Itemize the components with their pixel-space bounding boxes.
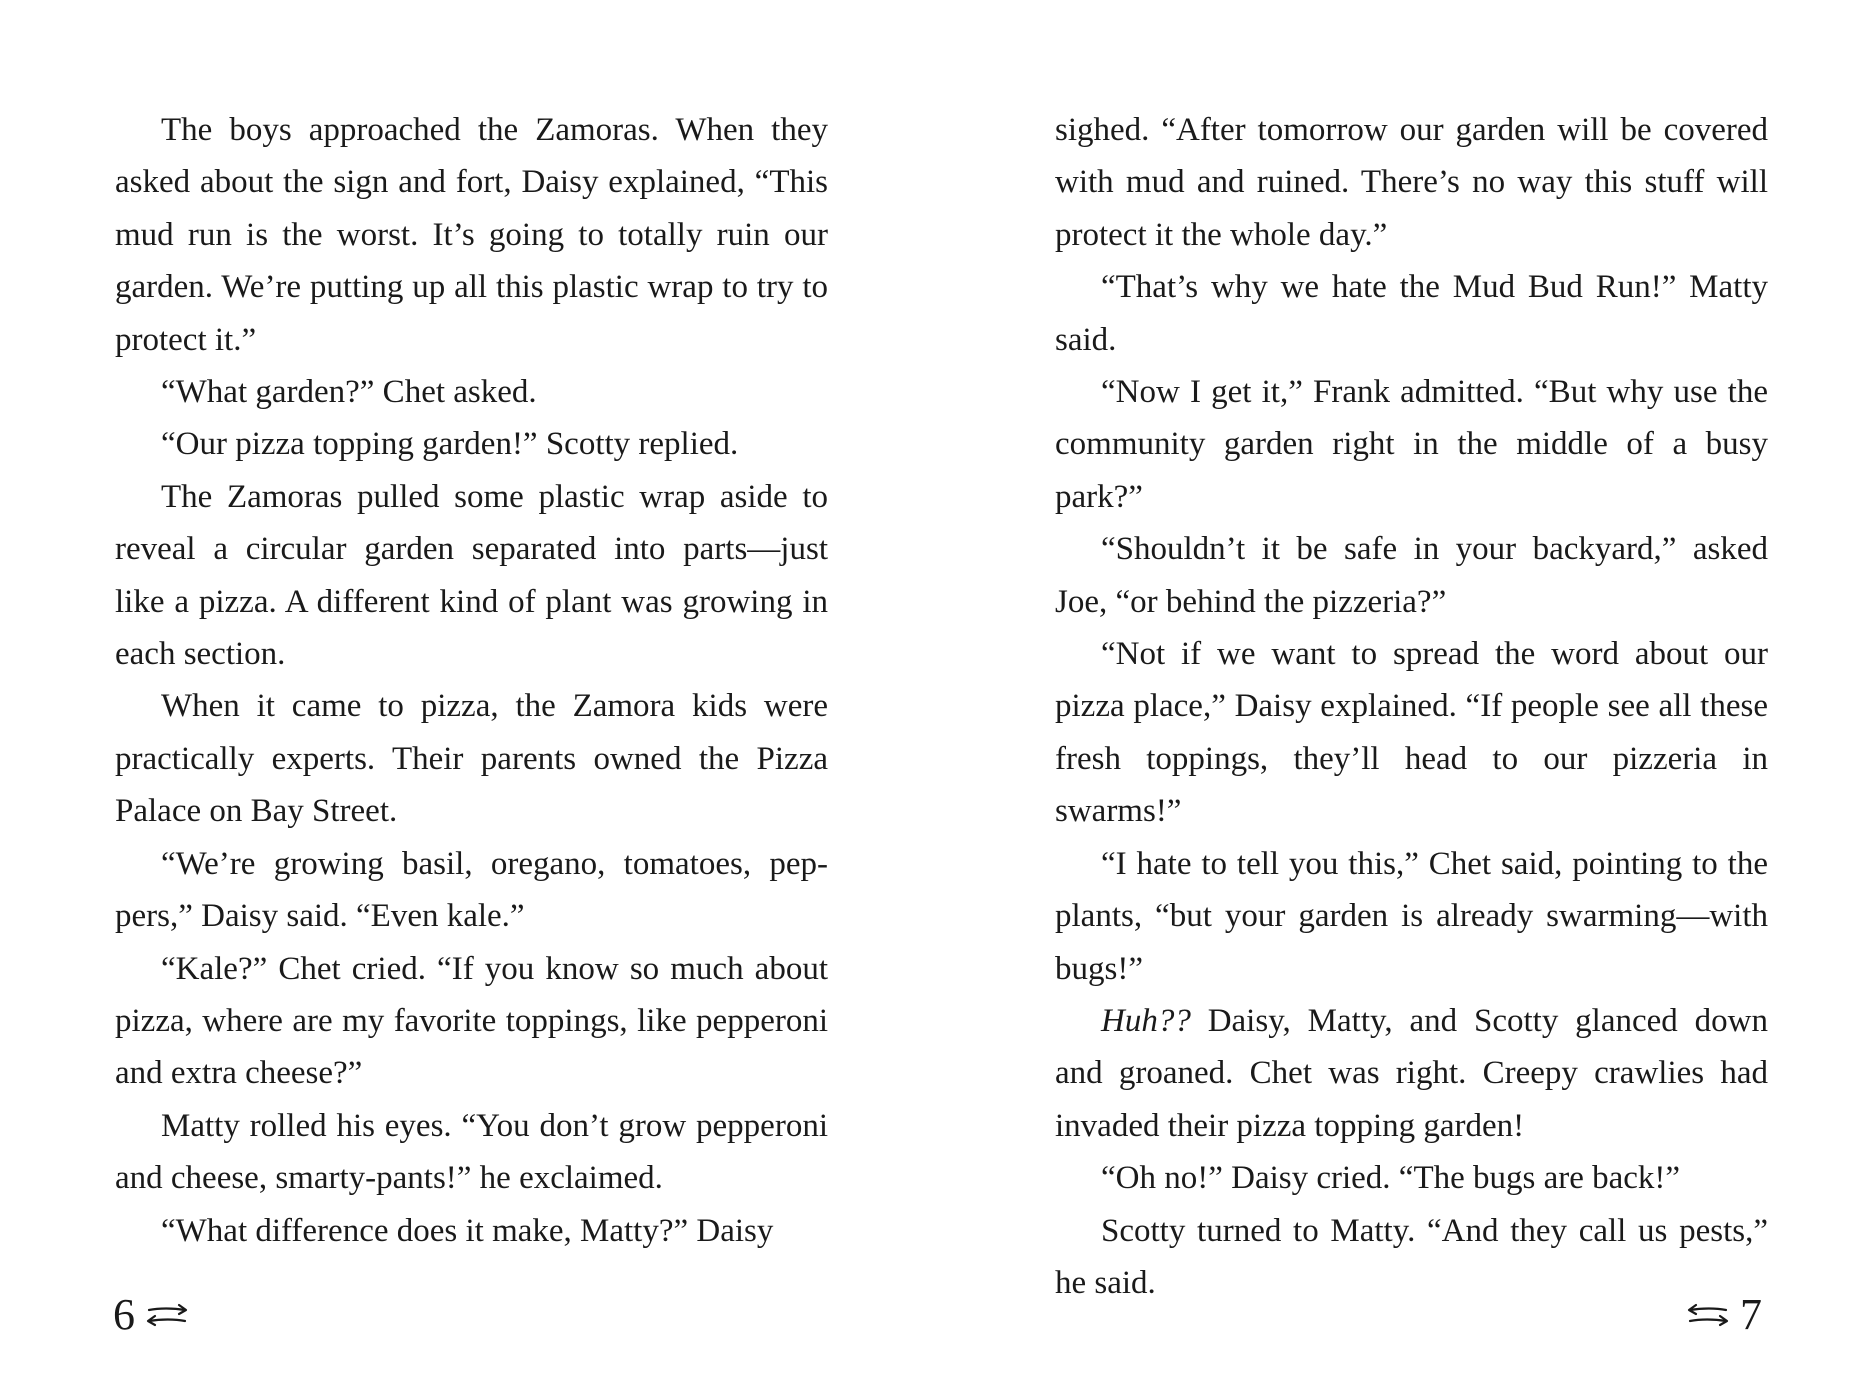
paragraph: The Zamoras pulled some plastic wrap aside to reveal a circular garden separated into parts—just like a pizza. A different kind of plant was growing in each section. — [115, 478, 828, 673]
paragraph: Matty rolled his eyes. “You don’t grow pepperoni and cheese, smarty-pants!” he exclaimed. — [115, 1107, 828, 1197]
page-number: 6 — [113, 1290, 135, 1339]
right-folio — [1686, 1290, 1762, 1340]
paragraph: “Now I get it,” Frank admitted. “But why use the community garden right in the middle of a busy park?” — [1055, 374, 1768, 515]
paragraph: “Oh no!” Daisy cried. “The bugs are back!” — [1101, 1160, 1681, 1197]
right-page-text — [1055, 104, 1768, 1309]
paragraph: “That’s why we hate the Mud Bud Run!” Matty said. — [1055, 269, 1768, 358]
paragraph — [1055, 995, 1768, 1152]
paragraph: The boys approached the Zamoras. When they asked about the sign and fort, Daisy explained, “This mud run is the worst. It’s going to totally ruin our garden. We’re putting up all this plastic wrap to try to protect it.” — [115, 112, 828, 358]
paragraph: Scotty turned to Matty. “And they call us pests,” he said. — [1055, 1212, 1768, 1301]
page-number: 7 — [1740, 1290, 1762, 1339]
paragraph: “We’re growing basil, oregano, tomatoes, peppers,” Daisy said. “Even kale.” — [115, 845, 828, 935]
double-arrow-ornament-icon — [1686, 1302, 1730, 1328]
paragraph: sighed. “After tomorrow our garden will be covered with mud and ruined. There’s no way this stuff will protect it the whole day.” — [1055, 112, 1768, 253]
paragraph: “What difference does it make, Matty?” Daisy — [161, 1212, 774, 1249]
paragraph: “Kale?” Chet cried. “If you know so much about pizza, where are my favorite toppings, like pepperoni and extra cheese?” — [115, 950, 828, 1092]
paragraph: “Shouldn’t it be safe in your backyard,” asked Joe, “or behind the pizzeria?” — [1055, 531, 1768, 620]
double-arrow-ornament-icon — [145, 1302, 189, 1328]
paragraph: “Our pizza topping garden!” Scotty replied. — [161, 426, 739, 463]
paragraph: “Not if we want to spread the word about our pizza place,” Daisy explained. “If people see all these fresh toppings, they’ll head to our pizzeria in swarms!” — [1055, 636, 1768, 830]
paragraph: When it came to pizza, the Zamora kids were practically experts. Their parents owned the Pizza Palace on Bay Street. — [115, 688, 828, 830]
paragraph: “What garden?” Chet asked. — [161, 374, 537, 411]
left-folio — [113, 1290, 189, 1340]
left-page-text — [115, 104, 828, 1257]
paragraph-text: Daisy, Matty, and Scotty glanced down and groaned. Chet was right. Creepy crawlies had invaded their pizza topping garden! — [1055, 1002, 1768, 1144]
paragraph: “I hate to tell you this,” Chet said, pointing to the plants, “but your garden is already swarming—with bugs!” — [1055, 845, 1768, 987]
italic-lead: Huh?? — [1101, 1002, 1191, 1039]
